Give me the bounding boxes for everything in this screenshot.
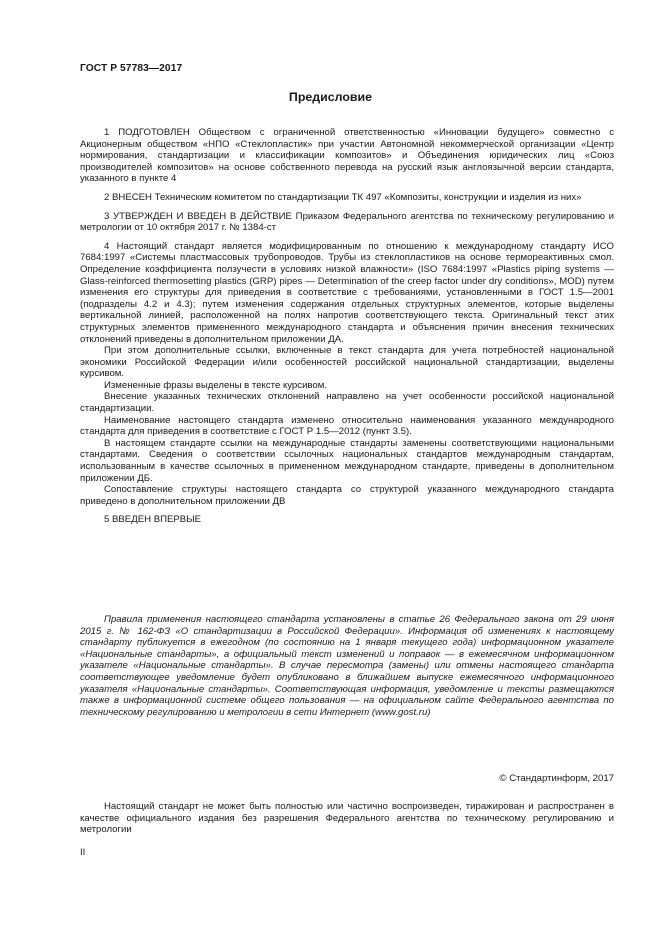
paragraph-references: В настоящем стандарте ссылки на международные стандарты заменены соответствующими национальными стандартами. Сведения о соответствии ссылочных национальных стандартов международным стандартам, использованным в качестве ссылочных в примененном международном стандарте, приведены в дополнительном приложении ДБ. <box>80 437 614 484</box>
legal-notice-text: Правила применения настоящего стандарта установлены в статье 26 Федерального закона от 29 июня 2015 г. № 162-ФЗ «О стандартизации в Российской Федерации». Информация об изменениях к настоящему стандарту публикуется в ежегодном (по состоянию на 1 января текущего года) информационном указателе «Национальные стандарты», а официальный текст изменений и поправок — в ежемесячном информационном указателе «Национальные стандарты». В случае пересмотра (замены) или отмены настоящего стандарта соответствующее уведомление будет опубликовано в ближайшем выпуске ежемесячного информационного указателя «Национальные стандарты». Соответствующая информация, уведомление и тексты размещаются также в информационной системе общего пользования — на официальном сайте Федерального агентства по техническому регулированию и метрологии в сети Интернет (www.gost.ru) <box>80 614 614 718</box>
paragraph-title-change: Наименование настоящего стандарта изменено относительно наименования указанного международного стандарта для приведения в соответствие с ГОСТ Р 1.5—2012 (пункт 3.5). <box>80 414 614 438</box>
copyright-line: © Стандартинформ, 2017 <box>499 773 614 784</box>
reproduction-notice <box>80 801 614 836</box>
paragraph-changed-phrases: Измененные фразы выделены в тексте курсивом. <box>104 379 328 391</box>
paragraph-item-5: 5 ВВЕДЕН ВПЕРВЫЕ <box>104 514 202 526</box>
paragraph-item-3: 3 УТВЕРЖДЕН И ВВЕДЕН В ДЕЙСТВИЕ Приказом Федерального агентства по техническому регулированию и метрологии от 10 октября 2017 г. № 1384-ст <box>80 210 614 234</box>
legal-notice <box>80 614 614 718</box>
paragraph-item-2: 2 ВНЕСЕН Техническим комитетом по стандартизации ТК 497 «Композиты, конструкции и изделия из них» <box>104 191 582 203</box>
paragraph-structure-comparison: Сопоставление структуры настоящего стандарта со структурой указанного международного стандарта приведено в дополнительном приложении ДВ <box>80 484 614 507</box>
foreword-body <box>80 127 614 526</box>
page-number: II <box>80 847 86 858</box>
standard-code-header: ГОСТ Р 57783—2017 <box>80 63 183 74</box>
paragraph-item-1: 1 ПОДГОТОВЛЕН Обществом с ограниченной ответственностью «Инновации будущего» совместно с Акционерным обществом «НПО «Стеклопластик» при участии Автономной некоммерческой организации «Центр нормирования, стандартизации и классификации композитов» и Объединения юридических лиц «Союз производителей композитов» на основе собственного перевода на русский язык англоязычной версии стандарта, указанного в пункте 4 <box>80 127 614 185</box>
paragraph-deviations: Внесение указанных технических отклонений направлено на учет особенности российской национальной стандартизации. <box>80 391 614 415</box>
paragraph-item-4: 4 Настоящий стандарт является модифицированным по отношению к международному стандарту ИСО 7684:1997 «Системы пластмассовых трубопроводов. Трубы из стеклопластиков на основе термореактивных смол. Определение коэффициента ползучести в условиях низкой влажности» (ISO 7684:1997 «Plastics piping systems — Glass-reinforced thermosetting plastics (GRP) pipes — Determination of the creep factor under dry conditions», MOD) путем изменения его структуры для приведения в соответствие с требованиями, установленными в ГОСТ 1.5—2001 (подразделы 4.2 и 4.3); путем изменения содержания отдельных структурных элементов, которые выделены вертикальной линией, расположенной на полях напротив соответствующего текста. Оригинальный текст этих структурных элементов примененного международного стандарта и объяснения причин внесения технических отклонений приведены в дополнительном приложении ДА. <box>80 240 614 345</box>
paragraph-additional-refs: При этом дополнительные ссылки, включенные в текст стандарта для учета потребностей национальной экономики Российской Федерации и/или особенностей российской национальной стандартизации, выделены курсивом. <box>80 345 614 380</box>
reproduction-text: Настоящий стандарт не может быть полностью или частично воспроизведен, тиражирован и распространен в качестве официального издания без разрешения Федерального агентства по техническому регулированию и метрологии <box>80 801 614 836</box>
page-title: Предисловие <box>288 90 373 104</box>
